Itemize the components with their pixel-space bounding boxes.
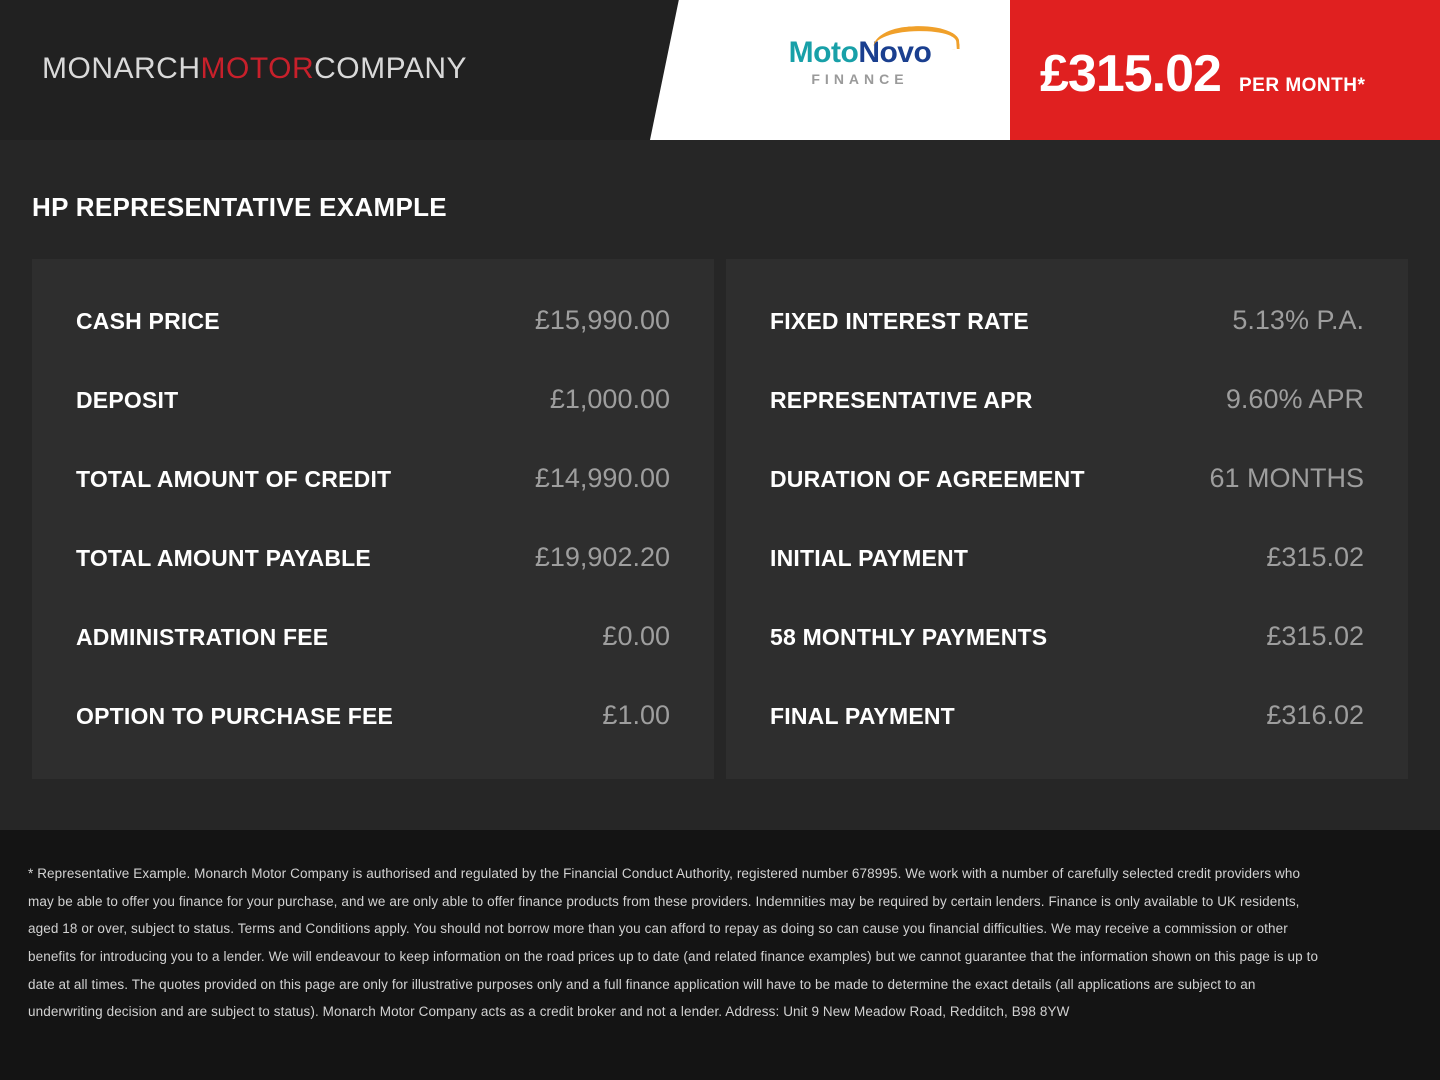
monthly-price-value: £315.02 [1040,45,1221,103]
row-label: INITIAL PAYMENT [770,545,969,571]
main-content [0,140,1440,830]
lender-logo-wordmark [755,38,965,68]
row-value: £315.02 [1266,542,1364,572]
row-label: TOTAL AMOUNT OF CREDIT [76,466,392,492]
row-value: £15,990.00 [534,305,670,335]
row-label: DEPOSIT [76,387,179,413]
row-label: CASH PRICE [76,308,220,334]
row-value: £1.00 [602,700,670,730]
table-row [76,542,670,621]
table-row [770,542,1364,621]
dealer-logo [42,52,467,86]
table-row [770,305,1364,384]
monthly-price-suffix: PER MONTH* [1238,75,1366,96]
page-footer [0,830,1440,1080]
row-value: £0.00 [602,621,670,651]
lender-logo [755,38,965,86]
row-value: £316.02 [1266,700,1364,730]
lender-logo-part1: Moto [788,36,859,69]
row-label: TOTAL AMOUNT PAYABLE [76,545,371,571]
finance-details-panels [32,259,1408,779]
row-label: OPTION TO PURCHASE FEE [76,703,394,729]
row-value: 5.13% P.A. [1232,305,1364,335]
page-title: HP REPRESENTATIVE EXAMPLE [32,192,447,222]
table-row [76,621,670,700]
dealer-logo-part2: MOTOR [200,52,315,85]
table-row [770,700,1364,779]
row-label: ADMINISTRATION FEE [76,624,329,650]
row-label: DURATION OF AGREEMENT [770,466,1085,492]
table-row [76,700,670,779]
table-row [76,305,670,384]
row-value: 9.60% APR [1225,384,1364,414]
page-header [0,0,1440,140]
row-value: 61 MONTHS [1209,463,1364,493]
monthly-price-display [1040,44,1365,104]
finance-panel-right [726,259,1408,779]
table-row [770,463,1364,542]
row-value: £19,902.20 [534,542,670,572]
row-label: 58 MONTHLY PAYMENTS [770,624,1048,650]
lender-logo-part2: Novo [858,36,932,69]
disclaimer-text: * Representative Example. Monarch Motor Company is authorised and regulated by the Financial Conduct Authority, registered number 678995. We work with a number of carefully selected credit providers who may be able to offer you finance for your purchase, and we are only able to offer finance products from these providers. Indemnities may be required by certain lenders. Finance is only available to UK residents, aged 18 or over, subject to status. Terms and Conditions apply. You should not borrow more than you can afford to repay as doing so can cause you financial difficulties. We may receive a commission or other benefits for introducing you to a lender. We will endeavour to keep information on the road prices up to date (and related finance examples) but we cannot guarantee that the information shown on this page is up to date at all times. The quotes provided on this page are only for illustrative purposes only and a full finance application will have to be made to determine the exact details (all applications are subject to an underwriting decision and are subject to status). Monarch Motor Company acts as a credit broker and not a lender. Address: Unit 9 New Meadow Road, Redditch, B98 8YW [28,866,1319,1020]
row-label: REPRESENTATIVE APR [770,387,1033,413]
table-row [770,384,1364,463]
row-value: £1,000.00 [549,384,670,414]
finance-panel-left [32,259,714,779]
dealer-logo-part1: MONARCH [42,52,201,85]
table-row [770,621,1364,700]
row-label: FINAL PAYMENT [770,703,955,729]
table-row [76,384,670,463]
row-value: £315.02 [1266,621,1364,651]
lender-logo-subtitle: FINANCE [811,71,909,87]
dealer-logo-part3: COMPANY [314,52,468,85]
row-value: £14,990.00 [534,463,670,493]
table-row [76,463,670,542]
row-label: FIXED INTEREST RATE [770,308,1029,334]
